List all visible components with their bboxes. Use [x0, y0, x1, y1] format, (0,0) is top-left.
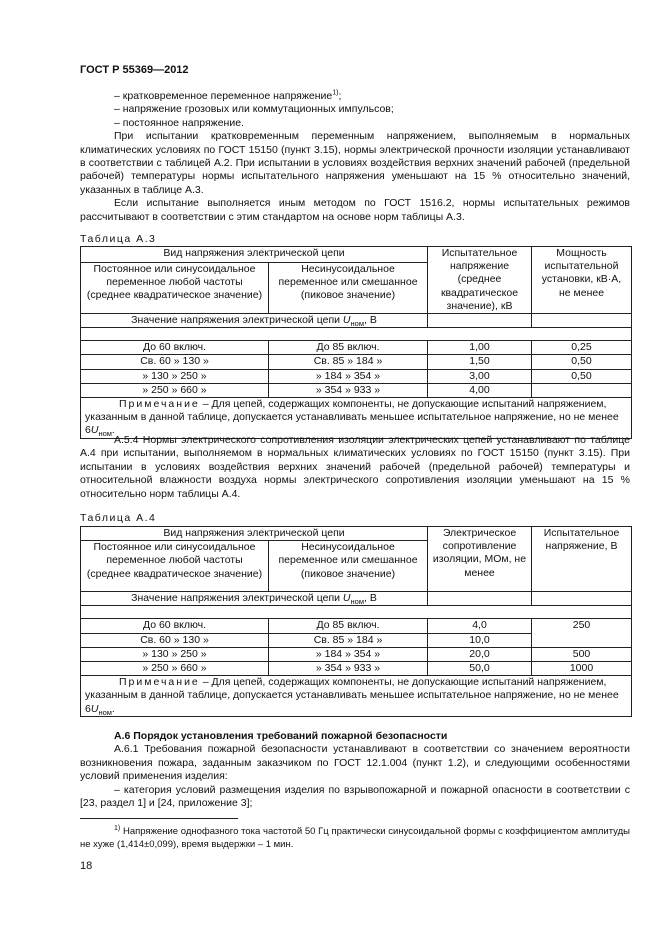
paragraph: При испытании кратковременным переменным напряжением, выполняемым в нормальных климатических условиях по ГОСТ 15150 (пункт 3.15), нормы электрической прочности изоляции устанавливают в соответствии с таблицей А.2. При испытании в условиях воздействия верхних значений рабочей (предельной рабочей) температуры нормы испытательного напряжения уменьшают на 15 % относительно значений, указанных в таблице А.3. [80, 130, 630, 196]
table-a3 [80, 246, 632, 439]
table-a4 [80, 526, 632, 717]
table-unit-row: Значение напряжения электрической цепи $U_{ном}$, В [81, 314, 428, 328]
table-caption-a4: Таблица А.4 [80, 512, 157, 524]
table-row: » 250 » 660 » » 354 » 933 » 50,0 1000 [81, 662, 632, 676]
dash-item: – кратковременное переменное напряжение$^{1)}$; [114, 89, 342, 102]
dash-item: – постоянное напряжение. [114, 116, 244, 129]
footnote: $^{1)}$ Напряжение однофазного тока частотой 50 Гц практически синусоидальной формы с коэффициентом амплитуды не хуже (1,414±0,099), время выдержки – 1 мин. [80, 824, 630, 850]
dash-item: – напряжение грозовых или коммутационных импульсов; [114, 103, 394, 116]
table-head-col2: Несинусоидальное переменное или смешанное (пиковое значение) [269, 263, 428, 314]
table-spacer-row [81, 328, 632, 341]
table-head-group: Вид напряжения электрической цепи [81, 247, 428, 263]
section-a6 [80, 730, 630, 810]
footnote-ref[interactable]: 1) [332, 89, 339, 97]
footnote-divider [80, 818, 238, 819]
table-head-group: Вид напряжения электрической цепи [81, 527, 428, 541]
table-row: Св. 60 » 130 » Св. 85 » 184 » 1,50 0,50 [81, 355, 632, 369]
table-row: » 130 » 250 » » 184 » 354 » 20,0 500 [81, 647, 632, 661]
table-caption-a3: Таблица А.3 [80, 233, 157, 245]
intro-block [80, 90, 630, 224]
table-head-col2: Несинусоидальное переменное или смешанное (пиковое значение) [269, 541, 428, 592]
table-spacer-row [81, 606, 632, 619]
table-row: До 60 включ. До 85 включ. 1,00 0,25 [81, 341, 632, 355]
table-head-col1: Постоянное или синусоидальное переменное любой частоты (среднее квадратическое значение) [81, 541, 269, 592]
table-note: Примечание – Для цепей, содержащих компоненты, не допускающие испытаний напряжением, указанным в данной таблице, допускается устанавливать меньшее испытательное напряжение, но не менее $6U_{ном}$. [81, 676, 632, 717]
paragraph-a54: А.5.4 Нормы электрического сопротивления изоляции электрических цепей устанавливают по таблице А.4 при испытании, выполняемом в нормальных климатических условиях по ГОСТ 15150 (пункт 3.15). При испытании в условиях воздействия верхних значений рабочей (предельной рабочей) температуры и относительной влажности воздуха нормы электрического сопротивления изоляции уменьшают на 15 % относительно норм таблицы А.4. [80, 434, 630, 500]
paragraph: Если испытание выполняется иным методом по ГОСТ 1516.2, нормы испытательных режимов рассчитывают в соответствии с этим стандартом на основе норм таблицы А.3. [80, 197, 630, 223]
paragraph: А.6.1 Требования пожарной безопасности устанавливают в соответствии со значением вероятности возникновения пожара, заданным заказчиком по ГОСТ 12.1.004 (пункт 1.2), и следующими особенностями условий применения изделия: [80, 743, 630, 783]
table-head-col4: Мощность испытательной установки, кВ·А, не менее [532, 247, 632, 314]
page-number: 18 [80, 860, 93, 872]
table-head-col4: Испытательное напряжение, В [532, 527, 632, 592]
table-unit-row: Значение напряжения электрической цепи $U_{ном}$, В [81, 592, 428, 606]
section-title: А.6 Порядок установления требований пожарной безопасности [114, 730, 448, 742]
table-row: До 60 включ. До 85 включ. 4,0 250 [81, 619, 632, 633]
table-note: Примечание – Для цепей, содержащих компоненты, не допускающие испытаний напряжением, указанным в данной таблице, допускается устанавливать меньшее испытательное напряжение, но не менее $6U_{ном}$. [81, 398, 632, 439]
table-row: » 130 » 250 » » 184 » 354 » 3,00 0,50 [81, 369, 632, 383]
table-cell-merged: 250 [532, 619, 632, 647]
table-head-col3: Испытательное напряжение (среднее квадратическое значение), кВ [428, 247, 532, 314]
dash-item: – категория условий размещения изделия по взрывопожарной и пожарной опасности в соответствии с [23, раздел 1] и [24, приложение 3]; [80, 783, 630, 810]
table-head-col3: Электрическое сопротивление изоляции, МОм, не менее [428, 527, 532, 592]
document-header: ГОСТ Р 55369—2012 [80, 64, 189, 76]
table-head-col1: Постоянное или синусоидальное переменное любой частоты (среднее квадратическое значение) [81, 263, 269, 314]
table-row: » 250 » 660 » » 354 » 933 » 4,00 [81, 383, 632, 397]
table-row: Св. 60 » 130 » Св. 85 » 184 » 10,0 [81, 633, 632, 647]
